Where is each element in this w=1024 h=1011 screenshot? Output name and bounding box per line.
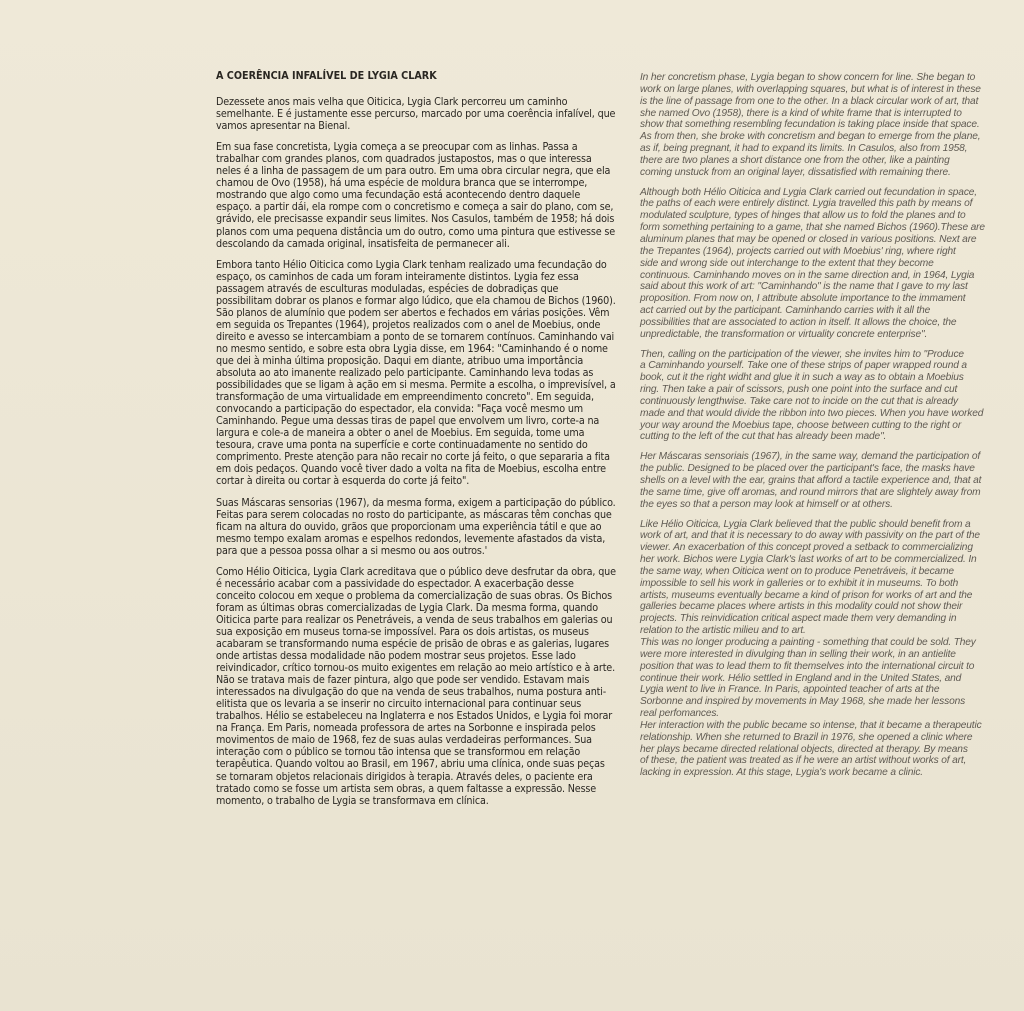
text-line: cutting to the left of the cut that has already been made". (640, 431, 887, 443)
english-paragraph (640, 519, 1014, 780)
text-line: In her concretism phase, Lygia began to show concern for line. She began to (640, 72, 976, 83)
text-line: the Trepantes (1964), projects carried out with Moebius' ring, where right (640, 245, 956, 257)
text-line: is the line of passage from one to the other. In a black circular work of art, that (640, 95, 979, 107)
text-line: shells on a level with the ear, grains that afford a tactile experience and, that at (640, 475, 982, 486)
english-paragraph (640, 451, 1014, 510)
text-line: artists, museums eventually became a kind of prison for works of art and the (640, 589, 973, 601)
text-line: Lygia went to live in France. In Paris, appointed teacher of arts at the (640, 684, 940, 696)
text-line: proposition. From now on, I attribute absolute importance to the immament (640, 293, 966, 305)
text-line: continuously lengthwise. Take care not to incide on the cut that is already (640, 395, 958, 407)
text-line: your way around the Moebius tape, choose between cutting to the right or (640, 419, 962, 431)
text-line: ring. Then take a pair of scissors, push one point into the surface and cut (640, 384, 958, 396)
english-paragraph (640, 72, 1014, 179)
text-line: modulated sculpture, types of hinges that allow us to fold the planes and to (640, 210, 966, 222)
text-line: real perfomances. (640, 708, 719, 720)
text-line: relation to the artistic milieu and to art. (640, 625, 806, 637)
text-line: her plays became directed relational objects, directed at therapy. By means (640, 743, 968, 755)
text-line: the eyes so that a person may look at himself or at others. (640, 498, 893, 510)
text-line: show that something resembling fecundation is taking place inside that space. (640, 119, 980, 131)
text-line: she named Ovo (1958), there is a kind of white frame that is interrupted to (640, 107, 962, 119)
text-line: possibilities that are associated to action in itself. It allows the choice, the (640, 316, 957, 328)
text-line: said about this work of art: "Caminhando" is the name that I gave to my last (640, 281, 968, 293)
text-line: Then, calling on the participation of the viewer, she invites him to "Produce (640, 348, 964, 360)
text-line: made and that would divide the ribbon into two pieces. When you have worked (640, 407, 984, 419)
text-line: position that was to lead them to fit themselves into the international circuit to (640, 660, 975, 672)
english-paragraph (640, 349, 1014, 444)
text-line: Like Hélio Oiticica, Lygia Clark believed that the public should benefit from a (640, 518, 971, 530)
paragraph: Suas Máscaras sensorias (1967), da mesma forma, exigem a participação do público. Feitas para serem colocadas no rosto do participante, as máscaras têm conchas que ficam na altura do ouvido, grãos que proporcionam uma experiência tátil e que ao mesmo tempo exalam aromas e espelhos redondos, levemente afastados da vista, para que a pessoa possa olhar a si mesmo ou aos outros.' (216, 495, 616, 557)
text-line: Her interaction with the public became so intense, that it became a therapeutic (640, 719, 982, 731)
text-line: as if, being pregnant, it had to expand its limits. In Casulos, also from 1958, (640, 143, 968, 155)
text-line: a Caminhando yourself. Take one of these strips of paper wrapped round a (640, 360, 967, 372)
paragraph: Como Hélio Oiticica, Lygia Clark acreditava que o público deve desfrutar da obra, que é necessário acabar com a passividade do espectador. A exacerbação desse conceito colocou em xeque o problema da comercialização de suas obras. Os Bichos foram as últimas obras comercializadas de Lygia Clark. Da mesma forma, quando Oiticica parte para realizar os Penetráveis, a venda de seus trabalhos em galerias ou sua exposição em museus torna-se impossível. Para os dois artistas, os museus acabaram se transformando numa espécie de prisão de obras e as galerias, lugares onde artistas dessa modalidade não podem mostrar seus projetos. Esse lado reivindicador, crítico tornou-os muito exigentes em relação ao meio artístico e à arte. Não se tratava mais de fazer pintura, algo que pode ser vendido. Estavam mais interessados na divulgação do que na venda de seus trabalhos, numa postura anti-elitista que os levaria a se inserir no circuito internacional para continuar seus trabalhos. Hélio se estabeleceu na Inglaterra e nos Estados Unidos, e Lygia foi morar na França. Em Paris, nomeada professora de artes na Sorbonne e inspirada pelos movimentos de maio de 1968, fez de suas aulas verdadeiras performances. Sua interação com o público se tornou tão intensa que se transformou em relação terapêutica. Quando voltou ao Brasil, em 1967, abriu uma clínica, onde suas peças se tornaram objetos relacionais dirigidos à terapia. Através deles, o paciente era tratado como se fosse um artista sem obras, a quem faltasse a expressão. Nesse momento, o trabalho de Lygia se transformava em clínica. (216, 564, 616, 807)
text-line: book, cut it the right widht and glue it in such a way as to obtain a Moebius (640, 372, 964, 384)
text-line: of these, the patient was treated as if he were an artist without works of art, (640, 755, 967, 767)
text-line: relationship. When she returned to Brazil in 1976, she opened a clinic where (640, 731, 973, 743)
text-line: work of art, and that it is necessary to do away with passivity on the part of the (640, 530, 980, 542)
text-line: side and wrong side out interchange to the extent that they become (640, 257, 934, 269)
text-line: act carried out by the participant. Caminhando carries with it all the (640, 305, 931, 317)
article-title: A COERÊNCIA INFALÍVEL DE LYGIA CLARK (216, 69, 437, 82)
text-line: continue their work. Hélio settled in England and in the United States, and (640, 672, 962, 684)
text-line: As from then, she broke with concretism and began to emerge from the plane, (640, 131, 981, 143)
text-line: the public. Designed to be placed over the participant's face, the masks have (640, 463, 975, 475)
text-line: impossible to sell his work in galleries or to exhibit it in museums. To both (640, 577, 959, 589)
english-column (640, 72, 1014, 787)
text-line: her work. Bichos were Lygia Clark's last works of art to be commercialized. In (640, 554, 977, 566)
text-line: were more interested in divulging than in selling their work, in an antielite (640, 648, 956, 660)
text-line: unpredictable, the transformation or virtuality concrete enterprise". (640, 328, 928, 340)
text-line: the paths of each were entirely distinct. Lygia travelled this path by means of (640, 198, 973, 210)
text-line: viewer. An exacerbation of this concept proved a setback to commercializing (640, 542, 973, 554)
portuguese-column (216, 70, 616, 816)
text-line: there are two planes a short distance one from the other, like a painting (640, 154, 950, 166)
text-line: Her Máscaras sensoriais (1967), in the same way, demand the participation of (640, 451, 981, 463)
text-line: Sorbonne and inspired by movements in May 1968, she made her lessons (640, 696, 966, 708)
text-line: Although both Hélio Oiticica and Lygia Clark carried out fecundation in space, (640, 186, 977, 198)
paragraph: Embora tanto Hélio Oiticica como Lygia Clark tenham realizado uma fecundação do espaço, os caminhos de cada um foram inteiramente distintos. Lygia fez essa passagem através de esculturas moduladas, espécies de dobradiças que possibilitam dobrar os planos e formar algo lúdico, que ela chamou de Bichos (1960). São planos de alumínio que podem ser abertos e fechados em várias posições. Vêm em seguida os Trepantes (1964), projetos realizados com o anel de Moebius, onde direito e avesso se intercambiam a ponto de se tornarem contínuos. Caminhando vai no mesmo sentido, e sobre esta obra Lygia disse, em 1964: "Caminhando é o nome que dei à minha última proposição. Daqui em diante, atribuo uma importância absoluta ao ato imanente realizado pelo participante. Caminhando leva todas as possibilidades que se ligam à ação em si mesma. Permite a escolha, o imprevisível, a transformação de uma virtualidade em empreendimento concreto". Em seguida, convocando a participação do espectador, ela convida: "Faça você mesmo um Caminhando. Pegue uma dessas tiras de papel que envolvem um livro, corte-a na largura e cole-a de maneira a obter o anel de Moebius. Em seguida, tome uma tesoura, crave uma ponta na superfície e corte continuadamente no sentido do comprimento. Preste atenção para não recair no corte já feito, o que separaria a fita em dois pedaços. Quando você tiver dado a volta na fita de Moebius, escolha entre cortar à direita ou cortar à esquerda do corte já feito". (216, 257, 616, 488)
text-line: form something pertaining to a game, that she named Bichos (1960).These are (640, 222, 985, 234)
text-line: continuous. Caminhando moves on in the same direction and, in 1964, Lygia (640, 269, 975, 281)
text-line: This was no longer producing a painting - something that could be sold. They (640, 636, 976, 648)
text-line: lacking in expression. At this stage, Lygia's work became a clinic. (640, 767, 923, 779)
text-line: the same way, when Oiticica went on to produce Penetráveis, it became (640, 565, 954, 577)
paragraph: Em sua fase concretista, Lygia começa a se preocupar com as linhas. Passa a trabalhar com grandes planos, com quadrados justapostos, mas o que interessa neles é a linha de passagem de um para outro. Em uma obra circular negra, que ela chamou de Ovo (1958), há uma espécie de moldura branca que se interrompe, mostrando que algo como uma fecundação está acontecendo dentro daquele espaço. a partir dái, ela rompe com o concretismo e começa a sair do plano, com se, grávido, ele precisasse expandir seus limites. Nos Casulos, também de 1958; há dois planos com uma pequena distância um do outro, como uma pintura que estivesse se descolando da camada original, insatisfeita de permanecer ali. (216, 140, 616, 250)
text-line: coming unstuck from an original layer, dissatisfied with remaining there. (640, 166, 951, 178)
english-paragraph (640, 187, 1014, 341)
text-line: the same time, give off aromas, and round mirrors that are slightely away from (640, 486, 981, 498)
paragraph: Dezessete anos mais velha que Oiticica, Lygia Clark percorreu um caminho semelhante. E é justamente esse percurso, marcado por uma coerência infalível, que vamos apresentar na Bienal. (216, 95, 616, 133)
text-line: aluminum planes that may be opened or closed in various positions. Next are (640, 233, 977, 245)
text-line: work on large planes, with overlapping squares, but what is of interest in these (640, 83, 981, 95)
text-line: projects. This reinvidication critical aspect made them very demanding in (640, 613, 957, 625)
text-line: galleries became places where artists in this modality could not show their (640, 601, 963, 613)
